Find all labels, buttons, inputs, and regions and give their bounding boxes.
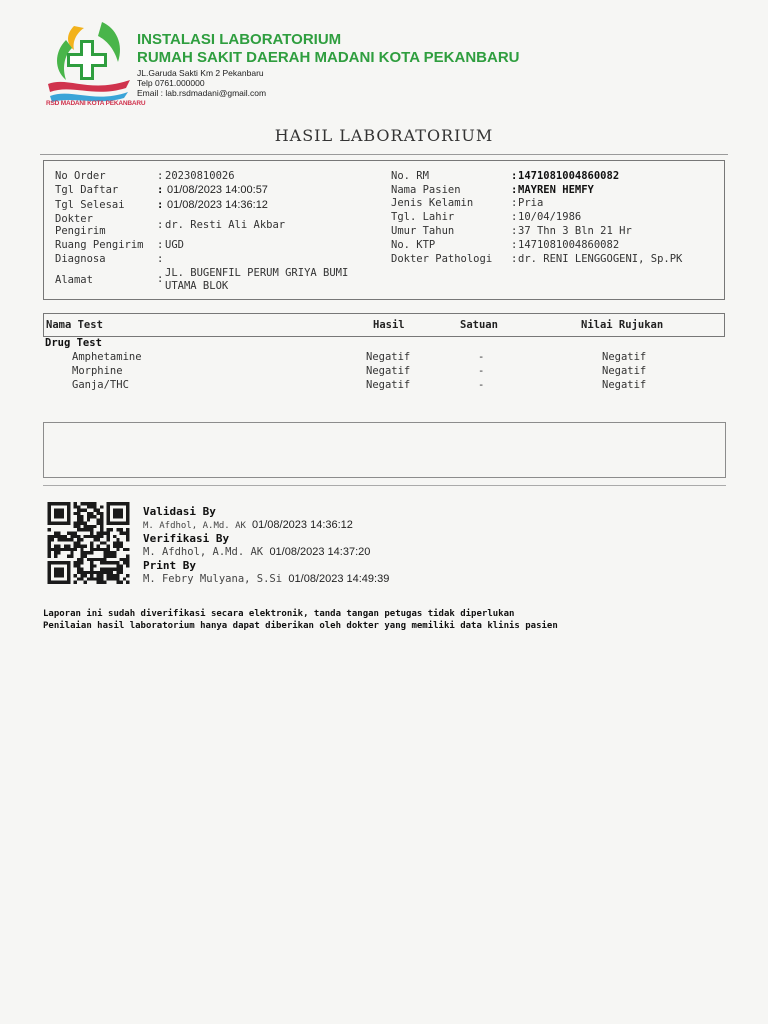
print-name: M. Febry Mulyana, S.Si — [143, 573, 283, 585]
print-signer — [143, 573, 389, 585]
group-drug-test: Drug Test — [45, 337, 102, 349]
no-ktp-label: No. KTP — [391, 239, 436, 251]
ruang-pengirim-value: UGD — [165, 239, 184, 251]
test-reference: Negatif — [602, 351, 647, 363]
hospital-name: RUMAH SAKIT DAERAH MADANI KOTA PEKANBARU — [137, 49, 520, 66]
qr-code-icon — [44, 502, 133, 584]
validasi-time: 01/08/2023 14:36:12 — [251, 519, 353, 531]
col-nilai-rujukan: Nilai Rujukan — [581, 319, 664, 331]
jenis-kelamin-label: Jenis Kelamin — [391, 197, 474, 209]
dokter-pathologi-value: dr. RENI LENGGOGENI, Sp.PK — [518, 253, 683, 265]
alamat-value-line2: UTAMA BLOK — [165, 280, 229, 292]
verifikasi-label: Verifikasi By — [143, 532, 230, 545]
tgl-lahir-label: Tgl. Lahir — [391, 211, 455, 223]
title-divider — [40, 154, 728, 155]
col-satuan: Satuan — [460, 319, 498, 331]
test-result: Negatif — [366, 379, 411, 391]
dokter-pathologi-label: Dokter Pathologi — [391, 253, 493, 265]
no-order-value: 20230810026 — [165, 170, 235, 182]
test-reference: Negatif — [602, 379, 647, 391]
tgl-lahir-value: 10/04/1986 — [518, 211, 582, 223]
umur-value: 37 Thn 3 Bln 21 Hr — [518, 225, 632, 237]
test-unit: - — [478, 365, 485, 377]
interpretation-note: Penilaian hasil laboratorium hanya dapat diberikan oleh dokter yang memiliki data klinis pasien — [43, 621, 558, 631]
diagnosa-label: Diagnosa — [55, 253, 106, 265]
nama-pasien-value: MAYREN HEMFY — [518, 184, 594, 196]
validasi-signer — [143, 519, 353, 531]
jenis-kelamin-sep: : — [511, 197, 518, 209]
diagnosa-sep: : — [157, 253, 164, 265]
no-ktp-sep: : — [511, 239, 518, 251]
logo-caption: RSD MADANI KOTA PEKANBARU — [46, 100, 146, 107]
institution-name: INSTALASI LABORATORIUM — [137, 31, 342, 48]
nama-pasien-label: Nama Pasien — [391, 184, 461, 196]
verifikasi-signer — [143, 546, 370, 558]
ruang-pengirim-label: Ruang Pengirim — [55, 239, 144, 251]
notes-box — [43, 422, 726, 478]
validasi-label: Validasi By — [143, 505, 216, 518]
test-unit: - — [478, 351, 485, 363]
test-reference: Negatif — [602, 365, 647, 377]
test-name: Ganja/THC — [72, 379, 129, 391]
hospital-logo — [44, 18, 132, 110]
verifikasi-time: 01/08/2023 14:37:20 — [269, 546, 371, 558]
validasi-name: M. Afdhol, A.Md. AK — [143, 521, 246, 531]
patient-info-box — [43, 160, 725, 300]
jenis-kelamin-value: Pria — [518, 197, 544, 209]
document-title: HASIL LABORATORIUM — [274, 126, 494, 145]
tgl-daftar-sep: : — [157, 184, 164, 196]
test-result: Negatif — [366, 351, 411, 363]
test-unit: - — [478, 379, 485, 391]
col-hasil: Hasil — [373, 319, 405, 331]
hospital-address: JL.Garuda Sakti Km 2 Pekanbaru — [137, 68, 264, 78]
dokter-value: dr. Resti Ali Akbar — [165, 219, 286, 231]
tgl-selesai-sep: : — [157, 199, 164, 211]
no-rm-value: 1471081004860082 — [518, 170, 620, 182]
results-table-header — [43, 313, 725, 337]
dokter-label-line2: Pengirim — [55, 225, 106, 237]
verification-note: Laporan ini sudah diverifikasi secara elektronik, tanda tangan petugas tidak diperlukan — [43, 609, 515, 619]
tgl-selesai-value: 01/08/2023 14:36:12 — [167, 199, 268, 211]
alamat-label: Alamat — [55, 274, 93, 286]
alamat-value: JL. BUGENFIL PERUM GRIYA BUMI — [165, 267, 349, 279]
tgl-selesai-label: Tgl Selesai — [55, 199, 125, 211]
test-name: Amphetamine — [72, 351, 142, 363]
no-rm-sep: : — [511, 170, 518, 182]
umur-label: Umur Tahun — [391, 225, 455, 237]
test-result: Negatif — [366, 365, 411, 377]
tgl-daftar-label: Tgl Daftar — [55, 184, 119, 196]
tgl-daftar-value: 01/08/2023 14:00:57 — [167, 184, 268, 196]
nama-pasien-sep: : — [511, 184, 518, 196]
dokter-sep: : — [157, 219, 164, 231]
no-order-label: No Order — [55, 170, 106, 182]
col-nama-test: Nama Test — [46, 319, 103, 331]
print-time: 01/08/2023 14:49:39 — [288, 573, 390, 585]
ruang-pengirim-sep: : — [157, 239, 164, 251]
no-order-sep: : — [157, 170, 164, 182]
section-divider — [43, 485, 726, 486]
dokter-label: Dokter — [55, 213, 93, 225]
hospital-email: Email : lab.rsdmadani@gmail.com — [137, 88, 267, 98]
dokter-pathologi-sep: : — [511, 253, 518, 265]
print-label: Print By — [143, 559, 196, 572]
umur-sep: : — [511, 225, 518, 237]
alamat-sep: : — [157, 273, 164, 285]
no-ktp-value: 1471081004860082 — [518, 239, 620, 251]
hospital-phone: Telp 0761.000000 — [137, 78, 205, 88]
verifikasi-name: M. Afdhol, A.Md. AK — [143, 546, 264, 558]
test-name: Morphine — [72, 365, 123, 377]
no-rm-label: No. RM — [391, 170, 429, 182]
tgl-lahir-sep: : — [511, 211, 518, 223]
